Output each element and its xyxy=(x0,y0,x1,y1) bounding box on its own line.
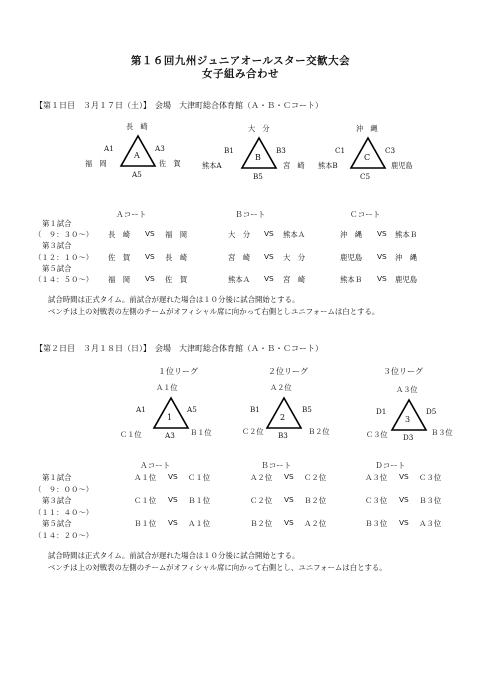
day2-heading: 【第２日目 ３月１８日（日）】 会場 大津町総合体育館（Ａ・Ｂ・Ｃコート） xyxy=(35,344,323,353)
vertex-bottom-label: C5 xyxy=(360,172,371,181)
league-label-1: １位リーグ xyxy=(158,367,198,376)
team-home: 鹿児島 xyxy=(340,253,363,262)
team-home: Ｃ１位 xyxy=(134,496,157,505)
triangle-right-team: Ｂ２位 xyxy=(308,427,330,436)
team-home: 熊本Ｂ xyxy=(340,275,363,284)
triangle-top-team: 沖 縄 xyxy=(356,124,378,133)
team-home: 熊本Ａ xyxy=(228,275,251,284)
triangle-right-team: 佐 賀 xyxy=(159,159,181,168)
vs-label: VS xyxy=(168,518,178,527)
court-header-d: Ｄコート xyxy=(375,461,406,470)
league-label-2: ２位リーグ xyxy=(268,367,308,376)
triangle-right-team: Ｂ１位 xyxy=(190,428,212,437)
court-header-a: Ａコート xyxy=(116,210,147,219)
triangle-right-team: 鹿児島 xyxy=(391,161,413,170)
vs-label: VS xyxy=(145,229,155,238)
team-away: 熊本Ａ xyxy=(283,230,306,239)
team-home: Ｂ１位 xyxy=(134,519,157,528)
vs-label: VS xyxy=(399,472,409,481)
day1-note: 試合時間は正式タイム。前試合が遅れた場合は１０分後に試合開始とする。 xyxy=(48,295,300,304)
triangle-center-label: C xyxy=(364,153,371,162)
vertex-right-label: A3 xyxy=(155,144,165,153)
court-header-a: Ａコート xyxy=(140,461,171,470)
vertex-bottom-label: B5 xyxy=(253,172,263,181)
vs-label: VS xyxy=(284,495,294,504)
match-time: （１１：４０～） xyxy=(34,508,94,517)
league-label-3: ３位リーグ xyxy=(383,367,423,376)
triangle-top-team: Ａ３位 xyxy=(396,385,418,394)
triangle-center-label: 1 xyxy=(167,413,173,422)
vertex-right-label: B3 xyxy=(276,146,286,155)
vertex-left-label: A1 xyxy=(104,144,114,153)
document-title: 第１６回九州ジュニアオールスター交歓大会 xyxy=(130,55,351,67)
match-label: 第３試合 xyxy=(42,496,72,505)
triangle-center-label: A xyxy=(134,151,140,160)
triangle-right-team: Ｂ３位 xyxy=(431,428,453,437)
vertex-left-label: A1 xyxy=(136,405,146,414)
team-home: Ｃ２位 xyxy=(250,496,273,505)
team-away: Ｃ２位 xyxy=(304,473,327,482)
team-home: 長 崎 xyxy=(108,230,131,239)
vs-label: VS xyxy=(284,472,294,481)
team-home: Ａ２位 xyxy=(250,473,273,482)
day1-heading: 【第１日目 ３月１７日（土）】 会場 大津町総合体育館（Ａ・Ｂ・Ｃコート） xyxy=(35,101,323,110)
team-away: Ａ２位 xyxy=(304,519,327,528)
triangle-top-team: 長 崎 xyxy=(126,122,148,131)
team-home: 宮 崎 xyxy=(228,253,251,262)
vs-label: VS xyxy=(377,274,387,283)
triangle-left-team: Ｃ３位 xyxy=(366,430,388,439)
vertex-bottom-label: B3 xyxy=(278,431,288,440)
team-home: 福 岡 xyxy=(108,275,131,284)
triangle-top-team: Ａ２位 xyxy=(270,383,292,392)
vertex-right-label: D5 xyxy=(426,407,437,416)
team-away: 大 分 xyxy=(283,253,306,262)
team-away: 熊本Ｂ xyxy=(395,230,418,239)
match-label: 第３試合 xyxy=(42,241,72,250)
triangle-left-team: 熊本A xyxy=(202,161,222,170)
team-away: Ｃ３位 xyxy=(419,473,442,482)
vs-label: VS xyxy=(145,274,155,283)
team-away: 佐 賀 xyxy=(165,275,188,284)
team-away: Ｂ１位 xyxy=(188,496,211,505)
team-away: 福 岡 xyxy=(165,230,188,239)
court-header-b: Ｂコート xyxy=(261,461,292,470)
vs-label: VS xyxy=(264,274,274,283)
vertex-left-label: D1 xyxy=(376,407,387,416)
team-away: Ａ３位 xyxy=(419,519,442,528)
vertex-right-label: A5 xyxy=(187,405,197,414)
team-away: Ｂ３位 xyxy=(419,496,442,505)
triangle-left-team: Ｃ１位 xyxy=(120,430,142,439)
team-home: Ａ１位 xyxy=(134,473,157,482)
team-away: Ｂ２位 xyxy=(304,496,327,505)
team-home: 沖 縄 xyxy=(340,230,363,239)
match-time: （１４：２０～） xyxy=(34,531,94,540)
triangle-top-team: 大 分 xyxy=(248,124,270,133)
match-label: 第５試合 xyxy=(42,519,72,528)
team-home: 佐 賀 xyxy=(108,253,131,262)
team-away: Ａ１位 xyxy=(188,519,211,528)
day1-note: ベンチは上の対戦表の左側のチームがオフィシャル席に向かって右側としユニフォームは白とする。 xyxy=(48,307,380,316)
vs-label: VS xyxy=(399,518,409,527)
day2-note: 試合時間は正式タイム。前試合が遅れた場合は１０分後に試合開始とする。 xyxy=(48,551,300,560)
team-home: Ｂ３位 xyxy=(365,519,388,528)
vertex-right-label: B5 xyxy=(302,405,312,414)
team-away: 長 崎 xyxy=(165,253,188,262)
court-header-b: Ｂコート xyxy=(235,210,266,219)
team-home: Ｂ２位 xyxy=(250,519,273,528)
team-away: 沖 縄 xyxy=(395,253,418,262)
match-time: （ ９：００～） xyxy=(34,485,94,494)
triangle-left-team: Ｃ２位 xyxy=(242,427,264,436)
triangle-left-team: 熊本B xyxy=(318,161,338,170)
document-subtitle: 女子組み合わせ xyxy=(202,68,279,80)
match-time: （１４：５０～） xyxy=(34,275,94,284)
match-time: （ ９：３０～） xyxy=(34,230,94,239)
vertex-bottom-label: D3 xyxy=(403,433,414,442)
match-label: 第５試合 xyxy=(42,264,72,273)
triangle-left-team: 福 岡 xyxy=(85,159,107,168)
match-time: （１２：１０～） xyxy=(34,253,94,262)
team-away: 鹿児島 xyxy=(395,275,418,284)
vertex-right-label: C3 xyxy=(385,146,396,155)
vs-label: VS xyxy=(168,472,178,481)
team-home: Ｃ３位 xyxy=(365,496,388,505)
vs-label: VS xyxy=(284,518,294,527)
vertex-left-label: C1 xyxy=(335,146,346,155)
vs-label: VS xyxy=(168,495,178,504)
vertex-left-label: B1 xyxy=(224,146,234,155)
team-home: Ａ３位 xyxy=(365,473,388,482)
vs-label: VS xyxy=(399,495,409,504)
team-home: 大 分 xyxy=(228,230,251,239)
vertex-bottom-label: A3 xyxy=(165,431,175,440)
vs-label: VS xyxy=(145,252,155,261)
team-away: Ｃ１位 xyxy=(188,473,211,482)
vs-label: VS xyxy=(264,252,274,261)
triangle-top-team: Ａ１位 xyxy=(156,383,178,392)
triangle-center-label: 2 xyxy=(280,413,286,422)
team-away: 宮 崎 xyxy=(283,275,306,284)
vs-label: VS xyxy=(264,229,274,238)
match-label: 第１試合 xyxy=(42,473,72,482)
triangle-center-label: 3 xyxy=(405,415,411,424)
triangle-center-label: B xyxy=(255,153,261,162)
vertex-bottom-label: A5 xyxy=(132,170,142,179)
vs-label: VS xyxy=(377,229,387,238)
triangle-right-team: 宮 崎 xyxy=(283,161,305,170)
vs-label: VS xyxy=(377,252,387,261)
court-header-c: Ｃコート xyxy=(350,210,381,219)
day2-note: ベンチは上の対戦表の左側のチームがオフィシャル席に向かって右側とし、ユニフォームは白とする。 xyxy=(48,563,387,572)
vertex-left-label: B1 xyxy=(250,405,260,414)
match-label: 第１試合 xyxy=(42,219,72,228)
